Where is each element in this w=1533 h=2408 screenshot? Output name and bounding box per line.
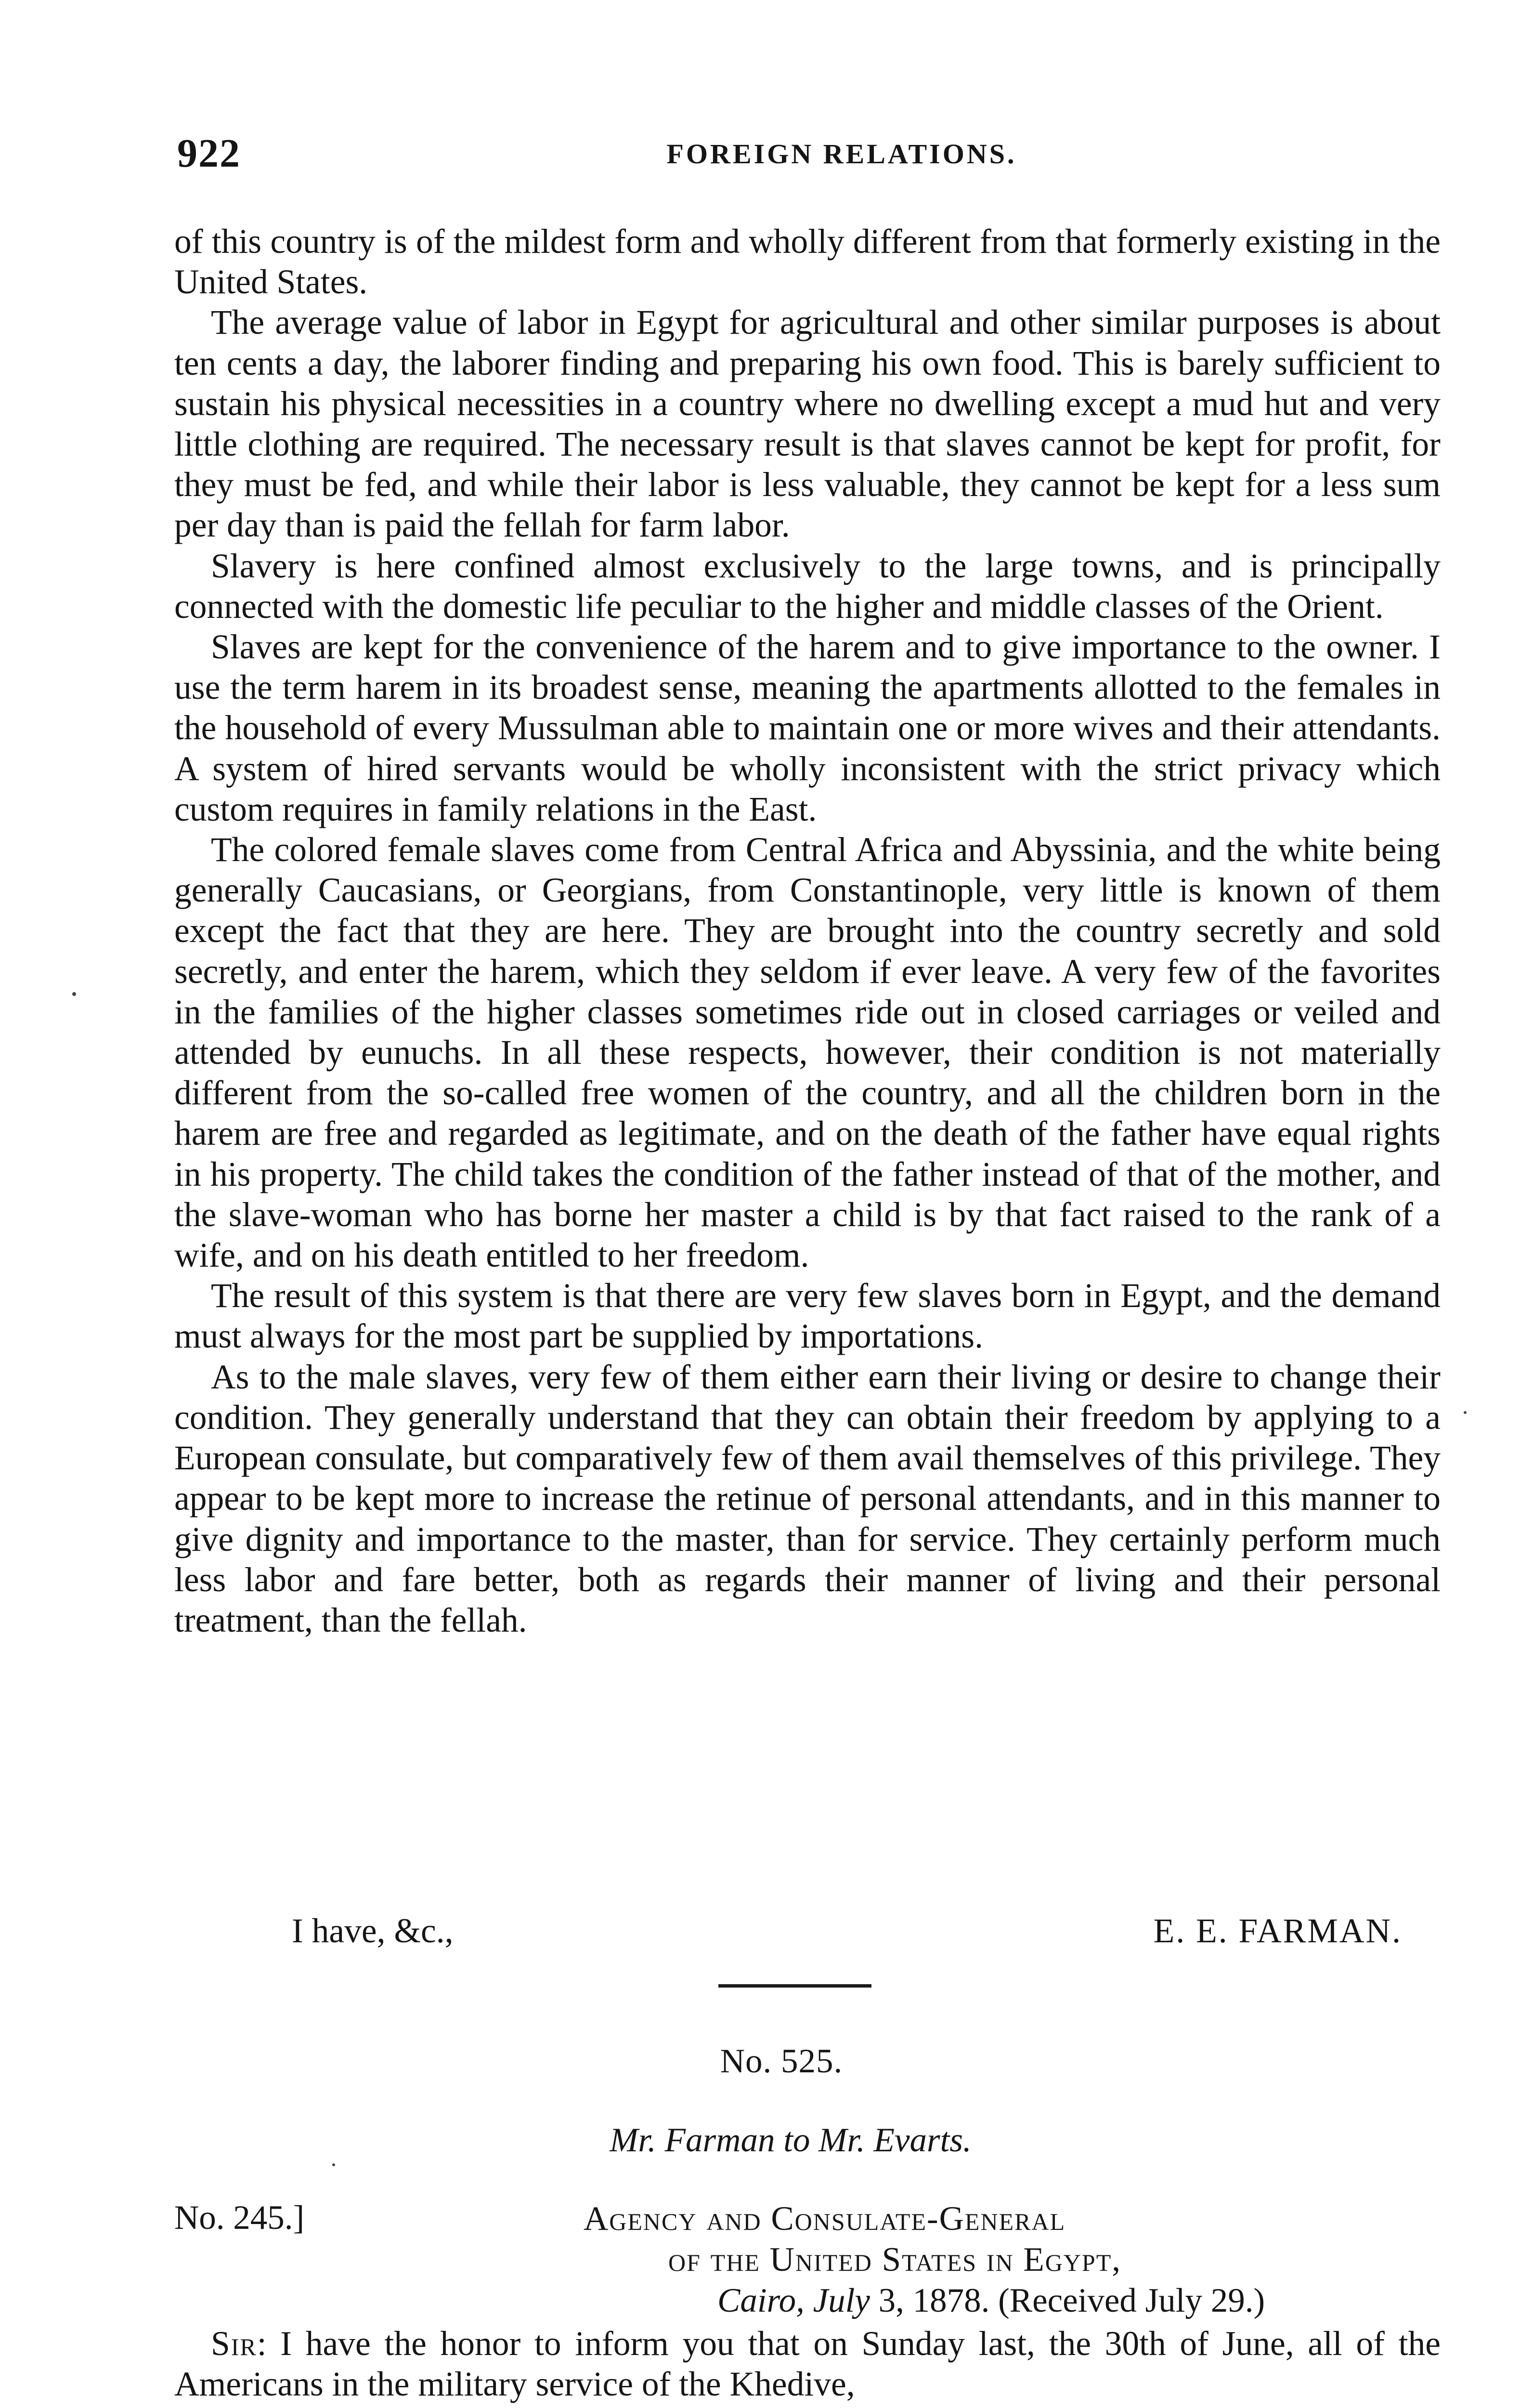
paragraph: Slaves are kept for the convenience of the harem and to give importance to the owner. I use the term harem in its broadest sense, meaning the apartments allotted to the females in the household of every Mussulman able to maintain one or more wives and their attendants. A system of hired servants would be wholly inconsistent with the strict privacy which custom requires in family relations in the East. (174, 628, 1441, 828)
address-line (668, 2239, 1121, 2280)
opening-text: : I have the honor to inform you that on Sunday last, the 30th of June, all of the Americans in the military service of the Khedive, (174, 2325, 1441, 2404)
page-header (177, 130, 1439, 188)
paragraph: Slavery is here confined almost exclusively to the large towns, and is principally connected with the domestic life peculiar to the higher and middle classes of the Orient. (174, 547, 1441, 626)
signature-name: E. E. FARMAN. (1153, 1912, 1402, 1950)
scan-speck (332, 2163, 335, 2166)
document-number: No. 525. (720, 2042, 843, 2080)
paragraph: of this country is of the mildest form and wholly different from that formerly existing in the United States. (174, 222, 1441, 301)
running-head: FOREIGN RELATIONS. (666, 138, 1017, 170)
paragraph: As to the male slaves, very few of them either earn their living or desire to change their condition. They generally understand that they can obtain their freedom by applying to a European consulate, but comparatively few of them avail themselves of this privilege. They appear to be kept more to increase the retinue of personal attendants, and in this manner to give dignity and importance to the master, than for service. They certainly perform much less labor and fare better, both as regards their manner of living and their personal treatment, than the fellah. (174, 1358, 1441, 1639)
paragraph: The average value of labor in Egypt for agricultural and other similar purposes is about ten cents a day, the laborer finding and preparing his own food. This is barely sufficient to sustain his physical necessities in a country where no dwelling except a mud hut and very little clothing are required. The necessary result is that slaves cannot be kept for profit, for they must be fed, and while their labor is less valuable, they cannot be kept for a less sum per day than is paid the fellah for farm labor. (174, 303, 1441, 545)
closing-salutation: I have, &c., (292, 1912, 454, 1950)
dispatch-number: No. 245.] (174, 2199, 305, 2237)
dateline-place: Cairo, July (717, 2282, 870, 2319)
paragraph: The result of this system is that there are very few slaves born in Egypt, and the demand must always for the most part be supplied by importations. (174, 1277, 1441, 1356)
letter-opening (174, 2324, 1441, 2405)
scan-speck (1464, 1411, 1467, 1414)
document-title: Mr. Farman to Mr. Evarts. (610, 2121, 972, 2159)
paragraph: The colored female slaves come from Central Africa and Abyssinia, and the white being generally Caucasians, or Georgians, from Constantinople, very little is known of them except the fact that they are here. They are brought into the country secretly and sold secretly, and enter the harem, which they seldom if ever leave. A very few of the favorites in the families of the higher classes sometimes ride out in closed carriages or veiled and attended by eunuchs. In all these respects, however, their condition is not materially different from the so-called free women of the country, and all the children born in the harem are free and regarded as legitimate, and on the death of the father have equal rights in his property. The child takes the condition of the father instead of that of the mother, and the slave-woman who has borne her master a child is by that fact raised to the rank of a wife, and on his death entitled to her freedom. (174, 831, 1441, 1275)
page-number: 922 (177, 131, 241, 176)
received-date: (Received July 29.) (998, 2282, 1265, 2319)
dateline-date: 3, 1878. (878, 2282, 990, 2319)
address-line (584, 2199, 1065, 2239)
section-divider (718, 1984, 871, 1988)
opening-paragraph (174, 2324, 1441, 2405)
body-text (174, 222, 1441, 1641)
address-text: Agency and Consulate-General (584, 2200, 1066, 2238)
scan-speck (72, 992, 76, 996)
letter-salutation: Sir (211, 2325, 257, 2363)
dateline (717, 2280, 1265, 2321)
address-text: of the United States in Egypt, (668, 2241, 1122, 2278)
